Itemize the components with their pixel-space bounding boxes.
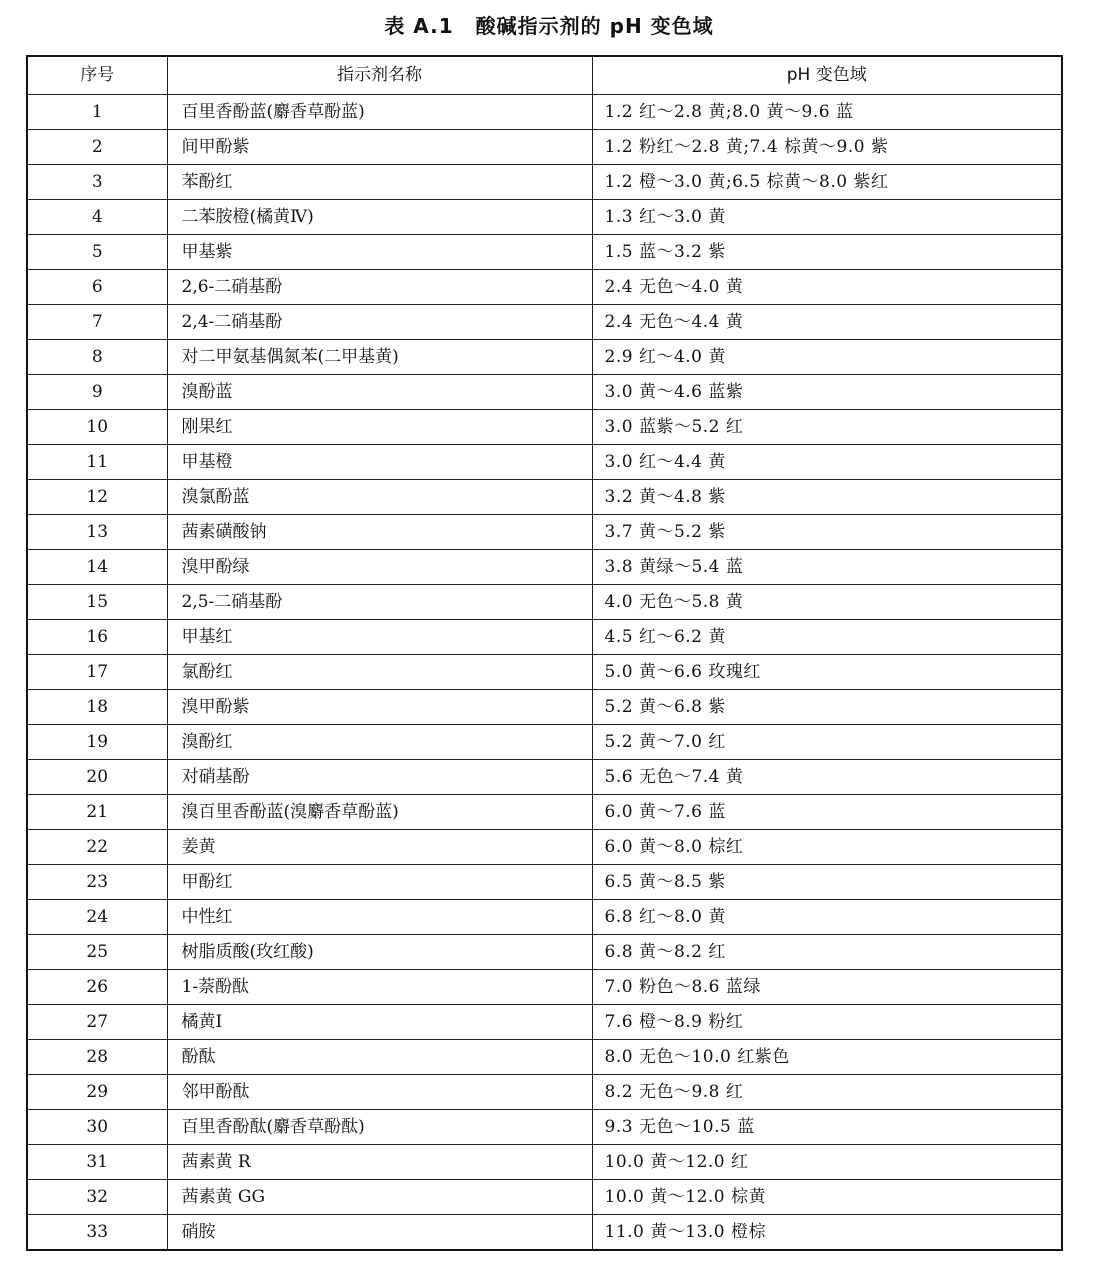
cell-indicator-name: 硝胺	[167, 1215, 592, 1251]
cell-indicator-name: 茜素黄 R	[167, 1145, 592, 1180]
cell-serial-number: 28	[27, 1040, 167, 1075]
table-row	[27, 865, 1062, 900]
cell-ph-range: 6.8 黄～8.2 红	[592, 935, 1062, 970]
table-row	[27, 410, 1062, 445]
cell-ph-range: 1.2 粉红～2.8 黄;7.4 棕黄～9.0 紫	[592, 130, 1062, 165]
cell-serial-number: 3	[27, 165, 167, 200]
cell-ph-range: 4.0 无色～5.8 黄	[592, 585, 1062, 620]
table-row	[27, 620, 1062, 655]
table-row	[27, 1145, 1062, 1180]
cell-indicator-name: 酚酞	[167, 1040, 592, 1075]
table-row	[27, 1005, 1062, 1040]
cell-indicator-name: 甲酚红	[167, 865, 592, 900]
table-row	[27, 655, 1062, 690]
cell-indicator-name: 溴氯酚蓝	[167, 480, 592, 515]
cell-ph-range: 10.0 黄～12.0 红	[592, 1145, 1062, 1180]
cell-serial-number: 33	[27, 1215, 167, 1251]
cell-indicator-name: 刚果红	[167, 410, 592, 445]
header-indicator-name: 指示剂名称	[167, 56, 592, 95]
cell-indicator-name: 茜素黄 GG	[167, 1180, 592, 1215]
header-row	[27, 56, 1062, 95]
cell-ph-range: 3.0 蓝紫～5.2 红	[592, 410, 1062, 445]
cell-indicator-name: 苯酚红	[167, 165, 592, 200]
cell-serial-number: 21	[27, 795, 167, 830]
cell-indicator-name: 邻甲酚酞	[167, 1075, 592, 1110]
cell-serial-number: 9	[27, 375, 167, 410]
table-row	[27, 585, 1062, 620]
cell-serial-number: 16	[27, 620, 167, 655]
cell-serial-number: 10	[27, 410, 167, 445]
cell-indicator-name: 1-萘酚酞	[167, 970, 592, 1005]
table-row	[27, 900, 1062, 935]
cell-ph-range: 1.5 蓝～3.2 紫	[592, 235, 1062, 270]
cell-indicator-name: 橘黄Ⅰ	[167, 1005, 592, 1040]
cell-ph-range: 6.0 黄～7.6 蓝	[592, 795, 1062, 830]
cell-serial-number: 29	[27, 1075, 167, 1110]
cell-ph-range: 7.0 粉色～8.6 蓝绿	[592, 970, 1062, 1005]
table-row	[27, 1110, 1062, 1145]
cell-serial-number: 32	[27, 1180, 167, 1215]
cell-indicator-name: 中性红	[167, 900, 592, 935]
cell-ph-range: 6.5 黄～8.5 紫	[592, 865, 1062, 900]
cell-serial-number: 8	[27, 340, 167, 375]
cell-serial-number: 1	[27, 95, 167, 130]
cell-serial-number: 23	[27, 865, 167, 900]
table-row	[27, 550, 1062, 585]
cell-indicator-name: 百里香酚蓝(麝香草酚蓝)	[167, 95, 592, 130]
cell-indicator-name: 溴酚蓝	[167, 375, 592, 410]
table-row	[27, 130, 1062, 165]
cell-ph-range: 7.6 橙～8.9 粉红	[592, 1005, 1062, 1040]
table-caption	[0, 12, 1098, 40]
cell-indicator-name: 溴百里香酚蓝(溴麝香草酚蓝)	[167, 795, 592, 830]
table-row	[27, 795, 1062, 830]
cell-serial-number: 30	[27, 1110, 167, 1145]
cell-indicator-name: 百里香酚酞(麝香草酚酞)	[167, 1110, 592, 1145]
cell-serial-number: 13	[27, 515, 167, 550]
cell-ph-range: 4.5 红～6.2 黄	[592, 620, 1062, 655]
table-row	[27, 95, 1062, 130]
cell-ph-range: 3.0 红～4.4 黄	[592, 445, 1062, 480]
cell-ph-range: 2.4 无色～4.0 黄	[592, 270, 1062, 305]
table-row	[27, 165, 1062, 200]
cell-indicator-name: 对二甲氨基偶氮苯(二甲基黄)	[167, 340, 592, 375]
table-header	[27, 56, 1062, 95]
header-serial-number: 序号	[27, 56, 167, 95]
cell-indicator-name: 间甲酚紫	[167, 130, 592, 165]
cell-indicator-name: 溴酚红	[167, 725, 592, 760]
cell-serial-number: 19	[27, 725, 167, 760]
cell-serial-number: 22	[27, 830, 167, 865]
table-row	[27, 690, 1062, 725]
cell-ph-range: 1.3 红～3.0 黄	[592, 200, 1062, 235]
cell-indicator-name: 溴甲酚紫	[167, 690, 592, 725]
table-row	[27, 1075, 1062, 1110]
cell-ph-range: 2.4 无色～4.4 黄	[592, 305, 1062, 340]
cell-ph-range: 10.0 黄～12.0 棕黄	[592, 1180, 1062, 1215]
cell-serial-number: 17	[27, 655, 167, 690]
table-row	[27, 725, 1062, 760]
table-row	[27, 200, 1062, 235]
cell-ph-range: 11.0 黄～13.0 橙棕	[592, 1215, 1062, 1251]
cell-indicator-name: 姜黄	[167, 830, 592, 865]
cell-indicator-name: 2,5-二硝基酚	[167, 585, 592, 620]
cell-indicator-name: 2,6-二硝基酚	[167, 270, 592, 305]
cell-ph-range: 5.6 无色～7.4 黄	[592, 760, 1062, 795]
cell-indicator-name: 甲基红	[167, 620, 592, 655]
cell-indicator-name: 氯酚红	[167, 655, 592, 690]
cell-serial-number: 6	[27, 270, 167, 305]
cell-ph-range: 8.0 无色～10.0 红紫色	[592, 1040, 1062, 1075]
cell-serial-number: 26	[27, 970, 167, 1005]
cell-indicator-name: 对硝基酚	[167, 760, 592, 795]
table-row	[27, 1215, 1062, 1251]
cell-ph-range: 5.2 黄～6.8 紫	[592, 690, 1062, 725]
cell-serial-number: 4	[27, 200, 167, 235]
cell-ph-range: 3.8 黄绿～5.4 蓝	[592, 550, 1062, 585]
cell-serial-number: 2	[27, 130, 167, 165]
cell-serial-number: 20	[27, 760, 167, 795]
cell-indicator-name: 2,4-二硝基酚	[167, 305, 592, 340]
table-row	[27, 515, 1062, 550]
indicator-table	[26, 55, 1063, 1251]
table-row	[27, 375, 1062, 410]
cell-indicator-name: 二苯胺橙(橘黄Ⅳ)	[167, 200, 592, 235]
table-row	[27, 1180, 1062, 1215]
cell-ph-range: 8.2 无色～9.8 红	[592, 1075, 1062, 1110]
cell-indicator-name: 甲基紫	[167, 235, 592, 270]
cell-ph-range: 6.8 红～8.0 黄	[592, 900, 1062, 935]
cell-serial-number: 31	[27, 1145, 167, 1180]
cell-serial-number: 7	[27, 305, 167, 340]
table-row	[27, 270, 1062, 305]
table-body	[27, 95, 1062, 1251]
cell-ph-range: 1.2 红～2.8 黄;8.0 黄～9.6 蓝	[592, 95, 1062, 130]
table-row	[27, 830, 1062, 865]
cell-ph-range: 3.7 黄～5.2 紫	[592, 515, 1062, 550]
cell-ph-range: 5.0 黄～6.6 玫瑰红	[592, 655, 1062, 690]
cell-serial-number: 14	[27, 550, 167, 585]
cell-indicator-name: 树脂质酸(玫红酸)	[167, 935, 592, 970]
cell-serial-number: 11	[27, 445, 167, 480]
cell-serial-number: 12	[27, 480, 167, 515]
table-row	[27, 970, 1062, 1005]
cell-serial-number: 5	[27, 235, 167, 270]
table-row	[27, 480, 1062, 515]
table-number: 表 A.1	[384, 14, 454, 38]
table-row	[27, 340, 1062, 375]
table-row	[27, 445, 1062, 480]
table-row	[27, 235, 1062, 270]
cell-serial-number: 24	[27, 900, 167, 935]
cell-indicator-name: 甲基橙	[167, 445, 592, 480]
cell-ph-range: 3.2 黄～4.8 紫	[592, 480, 1062, 515]
cell-indicator-name: 茜素磺酸钠	[167, 515, 592, 550]
cell-indicator-name: 溴甲酚绿	[167, 550, 592, 585]
cell-ph-range: 6.0 黄～8.0 棕红	[592, 830, 1062, 865]
cell-ph-range: 5.2 黄～7.0 红	[592, 725, 1062, 760]
cell-serial-number: 25	[27, 935, 167, 970]
table-title: 酸碱指示剂的 pH 变色域	[475, 14, 714, 38]
cell-ph-range: 2.9 红～4.0 黄	[592, 340, 1062, 375]
table-row	[27, 760, 1062, 795]
table-row	[27, 1040, 1062, 1075]
table-row	[27, 305, 1062, 340]
cell-serial-number: 27	[27, 1005, 167, 1040]
header-ph-range: pH 变色域	[592, 56, 1062, 95]
cell-ph-range: 3.0 黄～4.6 蓝紫	[592, 375, 1062, 410]
cell-serial-number: 18	[27, 690, 167, 725]
table-row	[27, 935, 1062, 970]
cell-ph-range: 1.2 橙～3.0 黄;6.5 棕黄～8.0 紫红	[592, 165, 1062, 200]
cell-ph-range: 9.3 无色～10.5 蓝	[592, 1110, 1062, 1145]
cell-serial-number: 15	[27, 585, 167, 620]
